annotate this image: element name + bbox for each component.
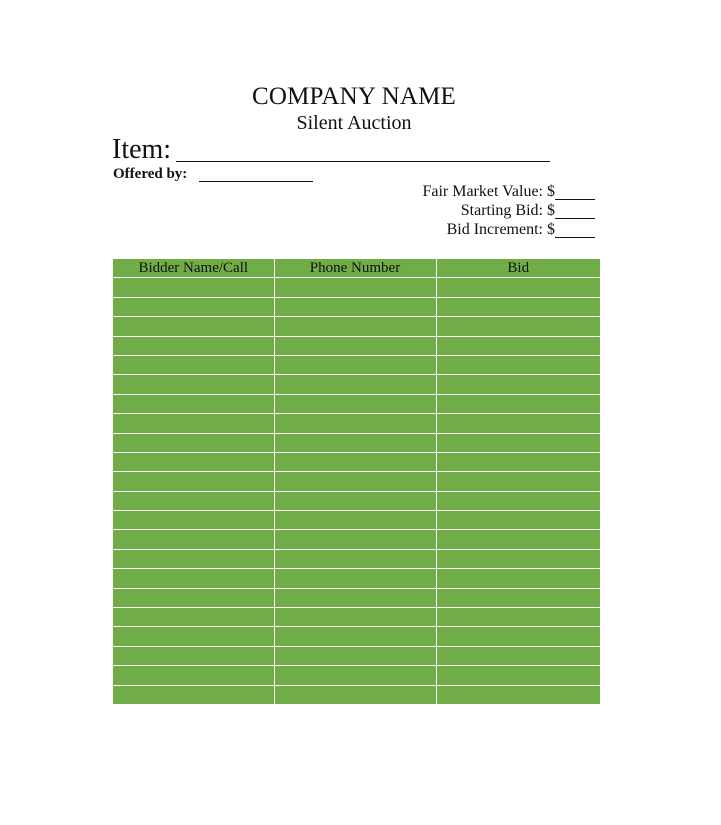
bid-increment-blank-line[interactable] bbox=[555, 237, 595, 238]
table-row bbox=[113, 278, 600, 297]
bidder-name-cell[interactable] bbox=[113, 355, 274, 374]
bidder-name-cell[interactable] bbox=[113, 452, 274, 471]
bid-table bbox=[113, 259, 600, 704]
bidder-name-cell[interactable] bbox=[113, 375, 274, 394]
bid-cell[interactable] bbox=[436, 278, 600, 297]
table-row bbox=[113, 452, 600, 471]
bid-cell[interactable] bbox=[436, 375, 600, 394]
table-row bbox=[113, 433, 600, 452]
phone-number-cell[interactable] bbox=[274, 355, 436, 374]
table-row bbox=[113, 394, 600, 413]
bid-cell[interactable] bbox=[436, 472, 600, 491]
bid-cell[interactable] bbox=[436, 646, 600, 665]
phone-number-cell[interactable] bbox=[274, 608, 436, 627]
fair-market-value-blank-line[interactable] bbox=[555, 199, 595, 200]
phone-number-cell[interactable] bbox=[274, 685, 436, 704]
table-row bbox=[113, 375, 600, 394]
bidder-name-cell[interactable] bbox=[113, 433, 274, 452]
table-row bbox=[113, 588, 600, 607]
table-row bbox=[113, 472, 600, 491]
table-row bbox=[113, 646, 600, 665]
table-row bbox=[113, 297, 600, 316]
bid-cell[interactable] bbox=[436, 355, 600, 374]
bid-increment-label: Bid Increment: $ bbox=[446, 221, 555, 238]
bidder-name-cell[interactable] bbox=[113, 297, 274, 316]
item-label: Item: bbox=[112, 134, 172, 165]
item-field bbox=[112, 134, 171, 166]
table-row bbox=[113, 685, 600, 704]
bidder-name-cell[interactable] bbox=[113, 491, 274, 510]
bidder-name-cell[interactable] bbox=[113, 666, 274, 685]
bid-cell[interactable] bbox=[436, 685, 600, 704]
bidder-name-header: Bidder Name/Call bbox=[113, 259, 274, 278]
table-row bbox=[113, 414, 600, 433]
phone-number-cell[interactable] bbox=[274, 414, 436, 433]
phone-number-cell[interactable] bbox=[274, 336, 436, 355]
bidder-name-cell[interactable] bbox=[113, 646, 274, 665]
phone-number-cell[interactable] bbox=[274, 646, 436, 665]
offered-by-blank-line[interactable] bbox=[199, 181, 313, 182]
company-name: COMPANY NAME bbox=[251, 83, 457, 110]
starting-bid-label: Starting Bid: $ bbox=[460, 202, 555, 219]
phone-number-cell[interactable] bbox=[274, 511, 436, 530]
phone-number-cell[interactable] bbox=[274, 588, 436, 607]
table-row bbox=[113, 666, 600, 685]
bidder-name-cell[interactable] bbox=[113, 336, 274, 355]
bidder-name-cell[interactable] bbox=[113, 472, 274, 491]
bidder-name-cell[interactable] bbox=[113, 530, 274, 549]
table-row bbox=[113, 608, 600, 627]
table-row bbox=[113, 355, 600, 374]
phone-number-cell[interactable] bbox=[274, 452, 436, 471]
fair-market-value-label: Fair Market Value: $ bbox=[422, 183, 555, 200]
bid-cell[interactable] bbox=[436, 317, 600, 336]
phone-number-cell[interactable] bbox=[274, 530, 436, 549]
bidder-name-cell[interactable] bbox=[113, 549, 274, 568]
phone-number-cell[interactable] bbox=[274, 627, 436, 646]
bid-cell[interactable] bbox=[436, 297, 600, 316]
phone-number-cell[interactable] bbox=[274, 666, 436, 685]
bid-cell[interactable] bbox=[436, 452, 600, 471]
bid-header: Bid bbox=[436, 259, 600, 278]
phone-number-cell[interactable] bbox=[274, 317, 436, 336]
table-row bbox=[113, 627, 600, 646]
bidder-name-cell[interactable] bbox=[113, 317, 274, 336]
bidder-name-cell[interactable] bbox=[113, 608, 274, 627]
bid-cell[interactable] bbox=[436, 394, 600, 413]
bid-cell[interactable] bbox=[436, 414, 600, 433]
phone-number-header: Phone Number bbox=[274, 259, 436, 278]
table-row bbox=[113, 549, 600, 568]
bidder-name-cell[interactable] bbox=[113, 569, 274, 588]
bidder-name-cell[interactable] bbox=[113, 685, 274, 704]
bid-cell[interactable] bbox=[436, 433, 600, 452]
phone-number-cell[interactable] bbox=[274, 297, 436, 316]
bid-cell[interactable] bbox=[436, 608, 600, 627]
starting-bid-blank-line[interactable] bbox=[555, 218, 595, 219]
offered-by-label: Offered by: bbox=[113, 166, 188, 182]
bid-cell[interactable] bbox=[436, 336, 600, 355]
bid-cell[interactable] bbox=[436, 569, 600, 588]
table-row bbox=[113, 336, 600, 355]
bid-cell[interactable] bbox=[436, 530, 600, 549]
table-row bbox=[113, 317, 600, 336]
table-row bbox=[113, 511, 600, 530]
bid-cell[interactable] bbox=[436, 549, 600, 568]
bidder-name-cell[interactable] bbox=[113, 511, 274, 530]
bid-cell[interactable] bbox=[436, 627, 600, 646]
phone-number-cell[interactable] bbox=[274, 433, 436, 452]
phone-number-cell[interactable] bbox=[274, 375, 436, 394]
phone-number-cell[interactable] bbox=[274, 569, 436, 588]
bidder-name-cell[interactable] bbox=[113, 414, 274, 433]
bidder-name-cell[interactable] bbox=[113, 394, 274, 413]
bid-cell[interactable] bbox=[436, 511, 600, 530]
table-row bbox=[113, 491, 600, 510]
table-row bbox=[113, 569, 600, 588]
table-header-row bbox=[113, 259, 600, 278]
bid-rows bbox=[113, 278, 600, 704]
phone-number-cell[interactable] bbox=[274, 549, 436, 568]
phone-number-cell[interactable] bbox=[274, 394, 436, 413]
bidder-name-cell[interactable] bbox=[113, 588, 274, 607]
page-subtitle: Silent Auction bbox=[296, 112, 412, 134]
bid-cell[interactable] bbox=[436, 588, 600, 607]
bidder-name-cell[interactable] bbox=[113, 627, 274, 646]
bid-cell[interactable] bbox=[436, 666, 600, 685]
offered-by-field bbox=[113, 164, 187, 184]
phone-number-cell[interactable] bbox=[274, 278, 436, 297]
bidder-name-cell[interactable] bbox=[113, 278, 274, 297]
table-row bbox=[113, 530, 600, 549]
item-blank-line[interactable] bbox=[176, 161, 550, 162]
phone-number-cell[interactable] bbox=[274, 472, 436, 491]
phone-number-cell[interactable] bbox=[274, 491, 436, 510]
bid-cell[interactable] bbox=[436, 491, 600, 510]
